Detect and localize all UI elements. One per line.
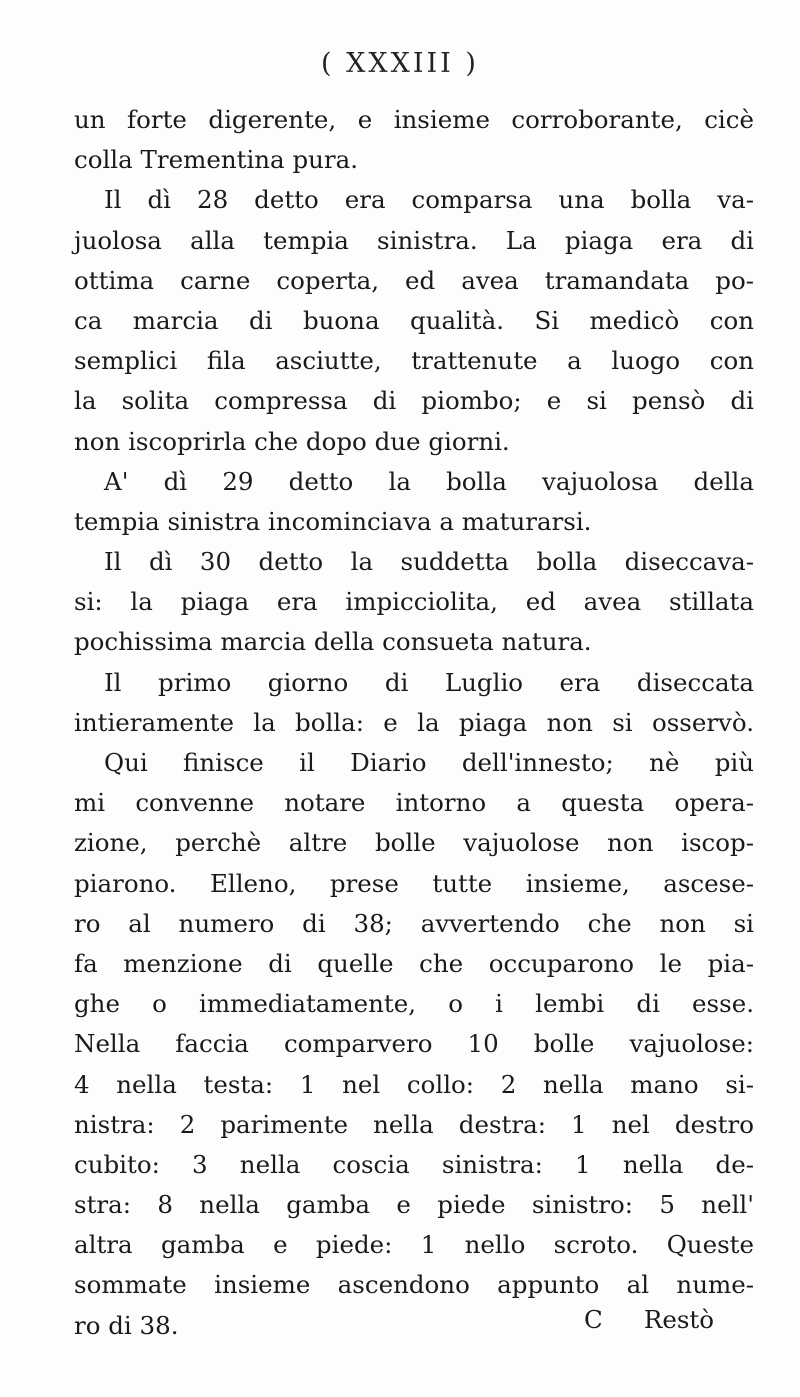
text-line-17: Qui finisce il Diario dell'innesto; nè più <box>104 748 754 777</box>
text-line-18: mi convenne notare intorno a questa opera- <box>74 788 754 818</box>
text-line-1: un forte digerente, e insieme corroborante, cicè <box>74 105 754 134</box>
text-line-11: tempia sinistra incominciava a maturarsi. <box>74 506 592 536</box>
body-text <box>74 100 754 1346</box>
text-line-16: intieramente la bolla: e la piaga non si osservò. <box>74 707 754 737</box>
text-line-28: stra: 8 nella gamba e piede sinistro: 5 nell' <box>74 1190 754 1220</box>
text-line-15: Il primo giorno di Luglio era diseccata <box>104 667 754 697</box>
text-line-6: ca marcia di buona qualità. Si medicò con <box>74 305 754 335</box>
text-line-22: fa menzione di quelle che occuparono le pia- <box>74 948 754 978</box>
text-line-26: nistra: 2 parimente nella destra: 1 nel destro <box>74 1109 754 1139</box>
signature-mark: C <box>584 1305 603 1334</box>
text-line-10: A' dì 29 detto la bolla vajuolosa della <box>104 466 754 496</box>
text-line-19: zione, perchè altre bolle vajuolose non iscop- <box>74 828 754 858</box>
text-line-14: pochissima marcia della consueta natura. <box>74 627 592 657</box>
text-line-23: ghe o immediatamente, o i lembi di esse. <box>74 989 754 1019</box>
text-line-25: 4 nella testa: 1 nel collo: 2 nella mano si- <box>74 1069 754 1099</box>
text-line-4: juolosa alla tempia sinistra. La piaga era di <box>74 225 754 255</box>
running-head: ( XXXIII ) <box>321 48 479 79</box>
text-line-8: la solita compressa di piombo; e si pensò di <box>74 386 754 416</box>
text-line-12: Il dì 30 detto la suddetta bolla diseccava- <box>104 547 754 577</box>
text-line-9: non iscoprirla che dopo due giorni. <box>74 426 510 456</box>
catchword: Restò <box>643 1305 714 1334</box>
text-line-29: altra gamba e piede: 1 nello scroto. Queste <box>74 1230 754 1260</box>
text-line-24: Nella faccia comparvero 10 bolle vajuolose: <box>74 1029 754 1059</box>
text-line-5: ottima carne coperta, ed avea tramandata po- <box>74 265 754 295</box>
text-line-7: semplici fila asciutte, trattenute a luogo con <box>74 346 754 376</box>
text-line-20: piarono. Elleno, prese tutte insieme, ascese- <box>74 868 754 898</box>
text-line-2: colla Trementina pura. <box>74 145 359 175</box>
text-line-3: Il dì 28 detto era comparsa una bolla va- <box>104 185 754 215</box>
text-line-21: ro al numero di 38; avvertendo che non si <box>74 908 754 938</box>
text-line-31: ro di 38. <box>74 1310 179 1340</box>
page-footer <box>74 1300 754 1340</box>
text-line-13: si: la piaga era impicciolita, ed avea stillata <box>74 587 754 617</box>
text-line-27: cubito: 3 nella coscia sinistra: 1 nella de- <box>74 1149 754 1179</box>
text-line-30: sommate insieme ascendono appunto al nume- <box>74 1270 754 1300</box>
